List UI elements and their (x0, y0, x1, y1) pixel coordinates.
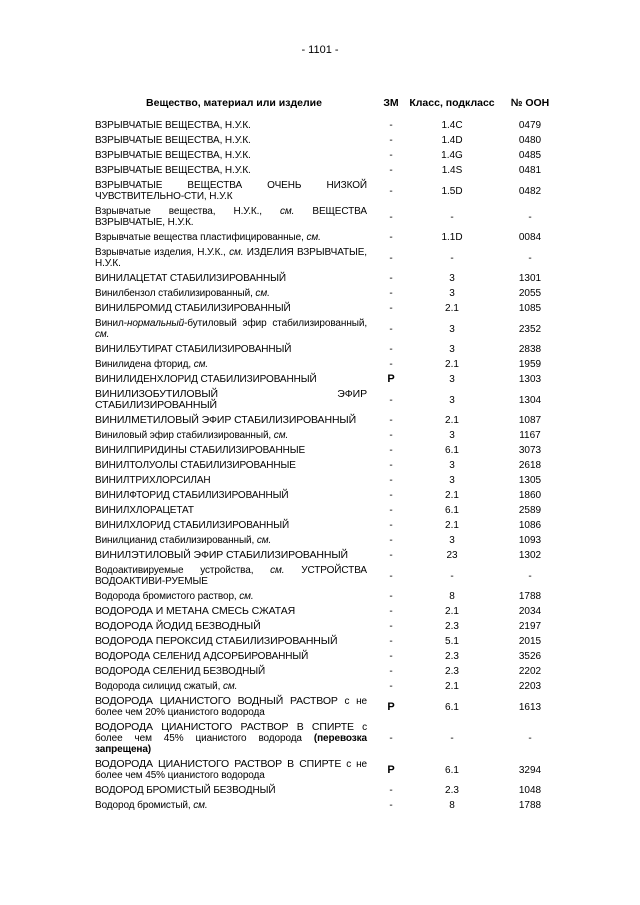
table-row (95, 473, 565, 488)
table-row (95, 286, 565, 301)
substance-name-part: ВОДОРОДА И МЕТАНА СМЕСЬ СЖАТАЯ (95, 605, 296, 617)
table-row (95, 488, 565, 503)
hazard-class: - (450, 252, 454, 264)
un-number: 1613 (518, 701, 542, 713)
substance-name (95, 518, 373, 533)
substance-name-part: см. (193, 359, 209, 370)
hazard-class: 2.3 (445, 621, 459, 632)
table-row (95, 518, 565, 533)
un-number: 2352 (518, 323, 542, 335)
substance-name-part: Водорода силицид сжатый, (95, 681, 223, 692)
substance-name (95, 488, 373, 503)
table-row (95, 604, 565, 619)
hazard-class: 1.4C (441, 120, 463, 131)
substance-name (95, 634, 373, 649)
zm-code: - (389, 666, 393, 677)
table-row (95, 783, 565, 798)
hazard-class: 2.1 (445, 415, 459, 426)
zm-code: - (389, 344, 393, 355)
hazard-class: 6.1 (445, 445, 459, 456)
substance-name (95, 428, 373, 443)
substance-name (95, 271, 373, 286)
table-row (95, 664, 565, 679)
substance-name-part: Винилбензол стабилизированный, (95, 288, 256, 299)
table-row (95, 458, 565, 473)
hazard-class: 3 (449, 394, 455, 406)
hazard-class: 2.3 (445, 785, 459, 796)
table-row (95, 245, 565, 271)
substance-name-part: ВОДОРОД БРОМИСТЫЙ БЕЗВОДНЫЙ (95, 785, 276, 796)
un-number: 1788 (518, 800, 542, 811)
zm-code: - (389, 150, 393, 161)
substance-name (95, 563, 373, 589)
un-number: - (528, 570, 532, 582)
table-row (95, 428, 565, 443)
substance-name-part: ВИНИЛТОЛУОЛЫ СТАБИЛИЗИРОВАННЫЕ (95, 460, 296, 471)
hazard-class: 1.4G (441, 150, 463, 161)
un-number: - (528, 211, 532, 223)
substance-name-part: Взрывчатые вещества пластифицированные, (95, 232, 307, 243)
hazard-class: - (450, 733, 454, 744)
hazard-class: 2.1 (445, 606, 459, 617)
zm-code: - (389, 636, 393, 647)
substance-name (95, 204, 373, 230)
substance-name (95, 694, 373, 720)
hazard-class: 2.3 (445, 666, 459, 677)
table-row (95, 548, 565, 563)
zm-code: - (389, 651, 393, 662)
zm-code: - (389, 120, 393, 131)
substance-name-part: нормальный (126, 318, 185, 329)
zm-code: - (389, 490, 393, 501)
un-number: 2015 (518, 636, 542, 647)
un-number: 1303 (518, 374, 542, 385)
zm-code: - (389, 415, 393, 426)
substance-name-part: ВОДОРОДА ПЕРОКСИД СТАБИЛИЗИРОВАННЫЙ (95, 635, 338, 647)
header-zm: ЗМ (383, 96, 399, 109)
un-number: 1304 (518, 394, 542, 406)
substance-name-part: см. (193, 800, 208, 811)
zm-code: - (389, 606, 393, 617)
header-class: Класс, подкласс (409, 96, 495, 109)
substance-name (95, 649, 373, 664)
substance-name (95, 286, 373, 301)
zm-code: - (389, 135, 393, 146)
hazard-class: 1.4D (441, 135, 463, 146)
substance-name-part: см. (280, 206, 295, 217)
zm-code: - (389, 323, 393, 335)
substance-name (95, 473, 373, 488)
hazard-class: 3 (449, 460, 455, 471)
substance-name (95, 619, 373, 634)
substance-name-part: Винилцианид стабилизированный, (95, 535, 257, 546)
substance-name-part: (перевозка запрещена) (95, 733, 367, 755)
hazard-class: 3 (449, 374, 455, 385)
substance-name (95, 443, 373, 458)
substance-table (95, 88, 565, 813)
substance-name (95, 757, 373, 783)
hazard-class: 3 (449, 475, 455, 486)
substance-name (95, 458, 373, 473)
table-row (95, 271, 565, 286)
zm-code: - (389, 733, 393, 744)
substance-name-part: см. (239, 591, 254, 602)
zm-code: - (389, 303, 393, 314)
zm-code: - (389, 185, 393, 197)
un-number: 1959 (518, 359, 542, 370)
un-number: 1093 (518, 535, 542, 546)
un-number: 1086 (518, 520, 542, 531)
hazard-class: 2.1 (445, 490, 459, 501)
zm-code: Р (387, 763, 395, 776)
substance-name-part: ВИНИЛАЦЕТАТ СТАБИЛИЗИРОВАННЫЙ (95, 273, 287, 284)
substance-name-part: ВИНИЛБУТИРАТ СТАБИЛИЗИРОВАННЫЙ (95, 344, 292, 355)
table-row (95, 757, 565, 783)
substance-name (95, 413, 373, 428)
substance-name (95, 783, 373, 798)
un-number: 2197 (518, 621, 542, 632)
hazard-class: 3 (449, 273, 455, 284)
substance-name-part: Взрывчатые изделия, Н.У.К., (95, 247, 230, 258)
table-row (95, 357, 565, 372)
table-row (95, 204, 565, 230)
zm-code: Р (387, 373, 395, 385)
substance-name (95, 604, 373, 619)
substance-name-part: УСТРОЙСТВА ВОДОАКТИВИ-РУЕМЫЕ (95, 565, 368, 587)
table-row (95, 372, 565, 387)
table-row (95, 118, 565, 133)
substance-name (95, 316, 373, 342)
substance-name (95, 163, 373, 178)
hazard-class: 3 (449, 344, 455, 355)
substance-name-part: см. (229, 247, 244, 258)
table-row (95, 133, 565, 148)
table-row (95, 163, 565, 178)
table-row (95, 589, 565, 604)
zm-code: - (389, 288, 393, 299)
hazard-class: 23 (446, 550, 458, 561)
substance-name-part: ВИНИЛТРИХЛОРСИЛАН (95, 475, 211, 486)
substance-name-part: ВОДОРОДА ЦИАНИСТОГО ВОДНЫЙ РАСТВОР (95, 695, 338, 707)
substance-name-part: Винилидена фторид, (95, 359, 194, 370)
un-number: 2055 (518, 288, 542, 299)
zm-code: - (389, 591, 393, 602)
zm-code: - (389, 550, 393, 561)
hazard-class: 2.1 (445, 520, 459, 531)
un-number: 2203 (518, 681, 542, 692)
substance-name (95, 118, 373, 133)
substance-name (95, 533, 373, 548)
substance-name-part: см. (222, 681, 238, 692)
substance-name (95, 301, 373, 316)
hazard-class: 6.1 (445, 505, 459, 516)
substance-name-part: Виниловый эфир стабилизированный, (95, 430, 274, 441)
hazard-class: 2.1 (445, 359, 459, 370)
zm-code: - (389, 681, 393, 692)
substance-name-part: ВЗРЫВЧАТЫЕ ВЕЩЕСТВА, Н.У.К. (95, 135, 251, 146)
substance-name-part: с более чем 45% цианистого водорода (95, 722, 367, 744)
zm-code: - (389, 445, 393, 456)
un-number: 0482 (518, 185, 542, 197)
hazard-class: 8 (449, 800, 455, 811)
un-number: 2202 (518, 666, 542, 677)
table-row (95, 301, 565, 316)
un-number: 1860 (518, 490, 542, 501)
substance-name-part: ВЗРЫВЧАТЫЕ ВЕЩЕСТВА, Н.У.К. (95, 120, 251, 131)
un-number: 1087 (518, 415, 542, 426)
substance-name-part: см. (273, 430, 289, 441)
hazard-class: - (450, 570, 454, 582)
substance-name (95, 148, 373, 163)
un-number: 0480 (518, 135, 542, 146)
substance-name-part: ВИНИЛМЕТИЛОВЫЙ ЭФИР СТАБИЛИЗИРОВАННЫЙ (95, 414, 357, 426)
substance-name-part: ВОДОРОДА СЕЛЕНИД АДСОРБИРОВАННЫЙ (95, 651, 309, 662)
substance-name (95, 503, 373, 518)
hazard-class: 3 (449, 288, 455, 299)
substance-name-part: Водорода бромистого раствор, (95, 591, 240, 602)
hazard-class: 3 (449, 535, 455, 546)
un-number: 1305 (518, 475, 542, 486)
zm-code: - (389, 800, 393, 811)
zm-code: - (389, 475, 393, 486)
zm-code: - (389, 252, 393, 264)
substance-name-part: ВИНИЛИЗОБУТИЛОВЫЙ ЭФИР СТАБИЛИЗИРОВАННЫЙ (95, 388, 367, 411)
un-number: 2589 (518, 505, 542, 516)
substance-name-part: ВИНИЛЭТИЛОВЫЙ ЭФИР СТАБИЛИЗИРОВАННЫЙ (95, 549, 348, 561)
substance-name-part: ИЗДЕЛИЯ ВЗРЫВЧАТЫЕ, Н.У.К. (95, 247, 367, 269)
substance-name (95, 798, 373, 813)
un-number: - (528, 252, 532, 264)
zm-code: - (389, 273, 393, 284)
substance-name-part: ВИНИЛФТОРИД СТАБИЛИЗИРОВАННЫЙ (95, 490, 289, 501)
un-number: 1167 (519, 430, 541, 441)
un-number: 1301 (518, 273, 542, 284)
substance-name (95, 548, 373, 563)
un-number: 1302 (518, 550, 542, 561)
table-row (95, 720, 565, 757)
substance-name-part: с не более чем 20% цианистого водорода (95, 696, 367, 718)
table-row (95, 563, 565, 589)
header-substance: Вещество, материал или изделие (146, 96, 322, 109)
hazard-class: 1.1D (441, 232, 463, 243)
zm-code: - (389, 460, 393, 471)
substance-name-part: ВЗРЫВЧАТЫЕ ВЕЩЕСТВА, Н.У.К. (95, 150, 251, 161)
substance-name-part: ВОДОРОДА ЦИАНИСТОГО РАСТВОР В СПИРТЕ (95, 758, 342, 770)
table-body (95, 118, 565, 813)
substance-name-part: ВЕЩЕСТВА ВЗРЫВЧАТЫЕ, Н.У.К. (95, 206, 367, 228)
substance-name-part: ВОДОРОДА СЕЛЕНИД БЕЗВОДНЫЙ (95, 666, 266, 677)
hazard-class: 3 (449, 430, 455, 441)
un-number: 0485 (518, 150, 542, 161)
zm-code: - (389, 535, 393, 546)
table-row (95, 148, 565, 163)
substance-name-part: ВИНИЛИДЕНХЛОРИД СТАБИЛИЗИРОВАННЫЙ (95, 374, 317, 385)
hazard-class: 2.3 (445, 651, 459, 662)
zm-code: - (389, 505, 393, 516)
substance-name-part: Взрывчатые вещества, Н.У.К., (95, 206, 281, 217)
table-row (95, 649, 565, 664)
zm-code: - (389, 165, 393, 176)
substance-name-part: см. (256, 535, 272, 546)
zm-code: - (389, 621, 393, 632)
substance-name (95, 245, 373, 271)
hazard-class: 1.5D (441, 185, 463, 197)
substance-name-part: см. (255, 288, 270, 299)
substance-name (95, 357, 373, 372)
zm-code: - (389, 570, 393, 582)
table-row (95, 533, 565, 548)
un-number: 2034 (518, 606, 542, 617)
table-row (95, 316, 565, 342)
un-number: 0481 (518, 165, 542, 176)
table-row (95, 679, 565, 694)
substance-name-part: с не более чем 45% цианистого водорода (95, 759, 367, 781)
un-number: - (528, 733, 532, 744)
zm-code: - (389, 430, 393, 441)
hazard-class: 6.1 (445, 764, 459, 776)
substance-name-part: Винил- (95, 318, 127, 329)
hazard-class: 2.1 (445, 303, 459, 314)
un-number: 1048 (518, 785, 542, 796)
substance-name-part: см. (95, 329, 110, 340)
zm-code: - (389, 520, 393, 531)
page-number: - 1101 - (301, 44, 339, 56)
substance-name-part: ВЗРЫВЧАТЫЕ ВЕЩЕСТВА, Н.У.К. (95, 165, 251, 176)
substance-name (95, 589, 373, 604)
hazard-class: 3 (449, 323, 455, 335)
hazard-class: 5.1 (445, 636, 459, 647)
table-row (95, 694, 565, 720)
zm-code: - (389, 394, 393, 406)
table-row (95, 619, 565, 634)
un-number: 3526 (518, 651, 542, 662)
substance-name-part: см. (306, 232, 321, 243)
substance-name (95, 372, 373, 387)
table-row (95, 413, 565, 428)
substance-name-part: ВИНИЛХЛОРИД СТАБИЛИЗИРОВАННЫЙ (95, 520, 290, 531)
un-number: 3294 (518, 764, 542, 776)
table-row (95, 230, 565, 245)
table-row (95, 178, 565, 204)
substance-name (95, 230, 373, 245)
un-number: 3073 (518, 445, 542, 456)
substance-name-part: см. (270, 565, 285, 576)
substance-name-part: Водоактивируемые устройства, (95, 565, 271, 576)
substance-name-part: ВИНИЛПИРИДИНЫ СТАБИЛИЗИРОВАННЫЕ (95, 445, 306, 456)
zm-code: - (389, 232, 393, 243)
table-row (95, 503, 565, 518)
table-header-row (95, 88, 565, 118)
substance-name (95, 178, 373, 204)
zm-code: - (389, 785, 393, 796)
table-row (95, 387, 565, 413)
table-row (95, 798, 565, 813)
header-un-number: № ООН (510, 96, 550, 109)
substance-name-part: ВОДОРОДА ЦИАНИСТОГО РАСТВОР В СПИРТЕ (95, 721, 354, 733)
substance-name-part: -бутиловый эфир стабилизированный, (184, 318, 367, 329)
hazard-class: 2.1 (445, 681, 459, 692)
substance-name-part: ВОДОРОДА ЙОДИД БЕЗВОДНЫЙ (95, 620, 261, 632)
un-number: 0084 (518, 232, 542, 243)
table-row (95, 443, 565, 458)
substance-name (95, 387, 373, 413)
un-number: 1085 (518, 303, 542, 314)
substance-name-part: ВИНИЛБРОМИД СТАБИЛИЗИРОВАННЫЙ (95, 303, 291, 314)
table-row (95, 634, 565, 649)
hazard-class: 8 (449, 591, 455, 602)
substance-name (95, 664, 373, 679)
hazard-class: - (450, 211, 454, 223)
substance-name-part: ВИНИЛХЛОРАЦЕТАТ (95, 505, 194, 516)
un-number: 0479 (518, 120, 542, 131)
hazard-class: 6.1 (445, 701, 459, 713)
substance-name-part: Водород бромистый, (95, 800, 194, 811)
substance-name-part: ВЗРЫВЧАТЫЕ ВЕЩЕСТВА ОЧЕНЬ НИЗКОЙ ЧУВСТВИТЕЛЬНО-СТИ, Н.У.К (95, 180, 367, 202)
substance-name (95, 720, 373, 757)
zm-code: - (389, 359, 393, 370)
table-row (95, 342, 565, 357)
substance-name (95, 133, 373, 148)
substance-name (95, 342, 373, 357)
zm-code: - (389, 211, 393, 223)
zm-code: Р (387, 700, 395, 713)
un-number: 1788 (518, 591, 542, 602)
un-number: 2618 (518, 460, 542, 471)
hazard-class: 1.4S (441, 165, 463, 176)
substance-name (95, 679, 373, 694)
un-number: 2838 (518, 344, 542, 355)
